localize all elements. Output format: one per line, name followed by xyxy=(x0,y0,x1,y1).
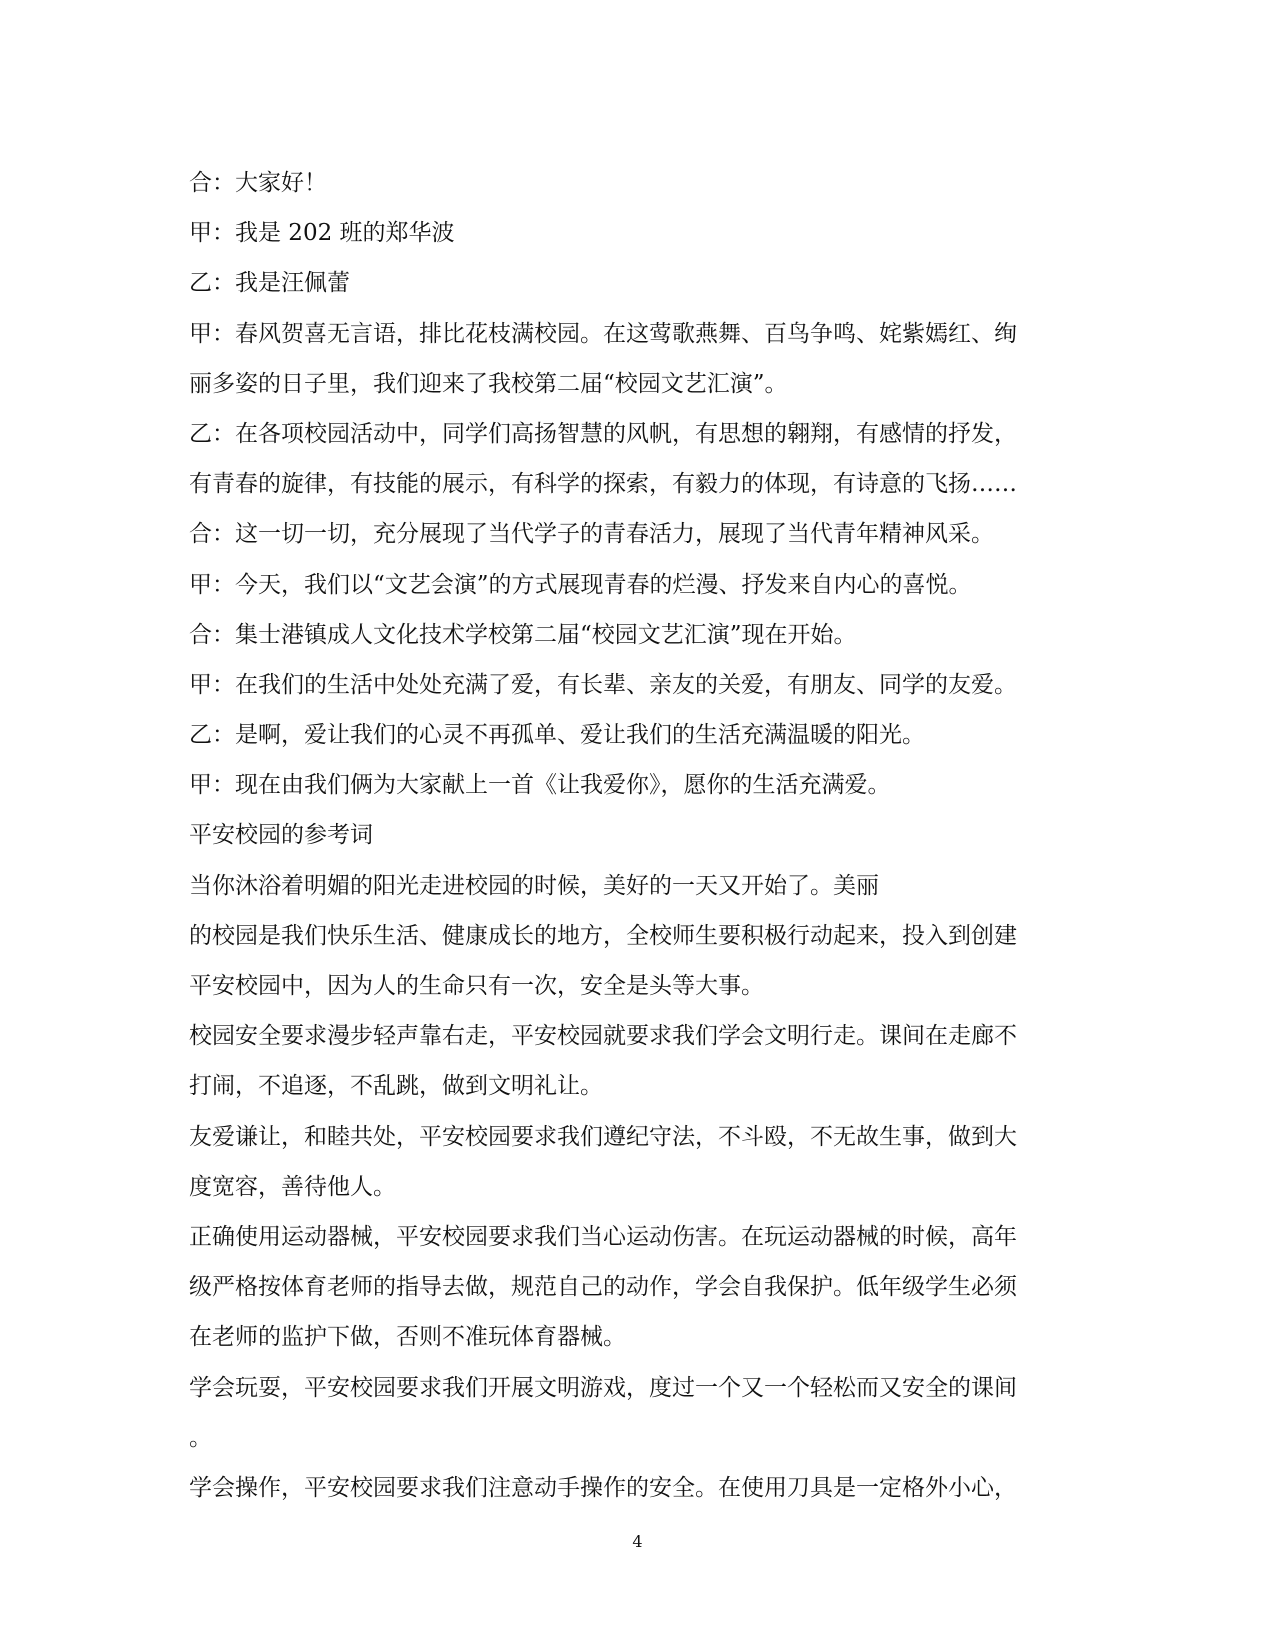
section-heading: 平安校园的参考词 xyxy=(189,822,373,849)
text-line: 在老师的监护下做，否则不准玩体育器械。 xyxy=(189,1324,626,1351)
document-body xyxy=(189,158,1084,1513)
text-line: 甲：我是 202 班的郑华波 xyxy=(189,220,455,247)
page-number: 4 xyxy=(632,1532,643,1551)
text-line: 乙：在各项校园活动中，同学们高扬智慧的风帆，有思想的翱翔，有感情的抒发， xyxy=(189,420,1017,447)
text-line: 乙：是啊，爱让我们的心灵不再孤单、爱让我们的生活充满温暖的阳光。 xyxy=(189,722,925,749)
text-line: 度宽容，善待他人。 xyxy=(189,1173,396,1200)
text-line: 校园安全要求漫步轻声靠右走，平安校园就要求我们学会文明行走。课间在走廊不 xyxy=(189,1023,1017,1050)
text-line: 友爱谦让，和睦共处，平安校园要求我们遵纪守法，不斗殴，不无故生事，做到大 xyxy=(189,1123,1017,1150)
text-line: 甲：今天，我们以“文艺会演”的方式展现青春的烂漫、抒发来自内心的喜悦。 xyxy=(189,571,972,598)
text-line: 学会玩耍，平安校园要求我们开展文明游戏，度过一个又一个轻松而又安全的课间 xyxy=(189,1374,1017,1401)
text-line: 合：大家好！ xyxy=(189,170,327,196)
text-line: 甲：在我们的生活中处处充满了爱，有长辈、亲友的关爱，有朋友、同学的友爱。 xyxy=(189,671,1017,698)
text-line: 学会操作，平安校园要求我们注意动手操作的安全。在使用刀具是一定格外小心， xyxy=(189,1474,1017,1501)
text-line: 打闹，不追逐，不乱跳，做到文明礼让。 xyxy=(189,1073,603,1100)
text-line: 甲：现在由我们俩为大家献上一首《让我爱你》，愿你的生活充满爱。 xyxy=(189,772,891,799)
text-line: 丽多姿的日子里，我们迎来了我校第二届“校园文艺汇演”。 xyxy=(189,370,788,397)
text-line: 当你沐浴着明媚的阳光走进校园的时候，美好的一天又开始了。美丽 xyxy=(189,872,879,899)
text-line: 乙：我是汪佩蕾 xyxy=(189,270,350,297)
text-line: 。 xyxy=(189,1424,212,1451)
text-line: 级严格按体育老师的指导去做，规范自己的动作，学会自我保护。低年级学生必须 xyxy=(189,1274,1017,1301)
text-line: 正确使用运动器械，平安校园要求我们当心运动伤害。在玩运动器械的时候，高年 xyxy=(189,1223,1017,1250)
text-line: 合：这一切一切，充分展现了当代学子的青春活力，展现了当代青年精神风采。 xyxy=(189,521,994,548)
text-line: 平安校园中，因为人的生命只有一次，安全是头等大事。 xyxy=(189,973,764,999)
text-line: 的校园是我们快乐生活、健康成长的地方，全校师生要积极行动起来，投入到创建 xyxy=(189,922,1017,949)
text-line: 合：集士港镇成人文化技术学校第二届“校园文艺汇演”现在开始。 xyxy=(189,621,857,648)
text-line: 甲：春风贺喜无言语，排比花枝满校园。在这莺歌燕舞、百鸟争鸣、姹紫嫣红、绚 xyxy=(189,320,1017,347)
text-line: 有青春的旋律，有技能的展示，有科学的探索，有毅力的体现，有诗意的飞扬…… xyxy=(189,471,1017,498)
